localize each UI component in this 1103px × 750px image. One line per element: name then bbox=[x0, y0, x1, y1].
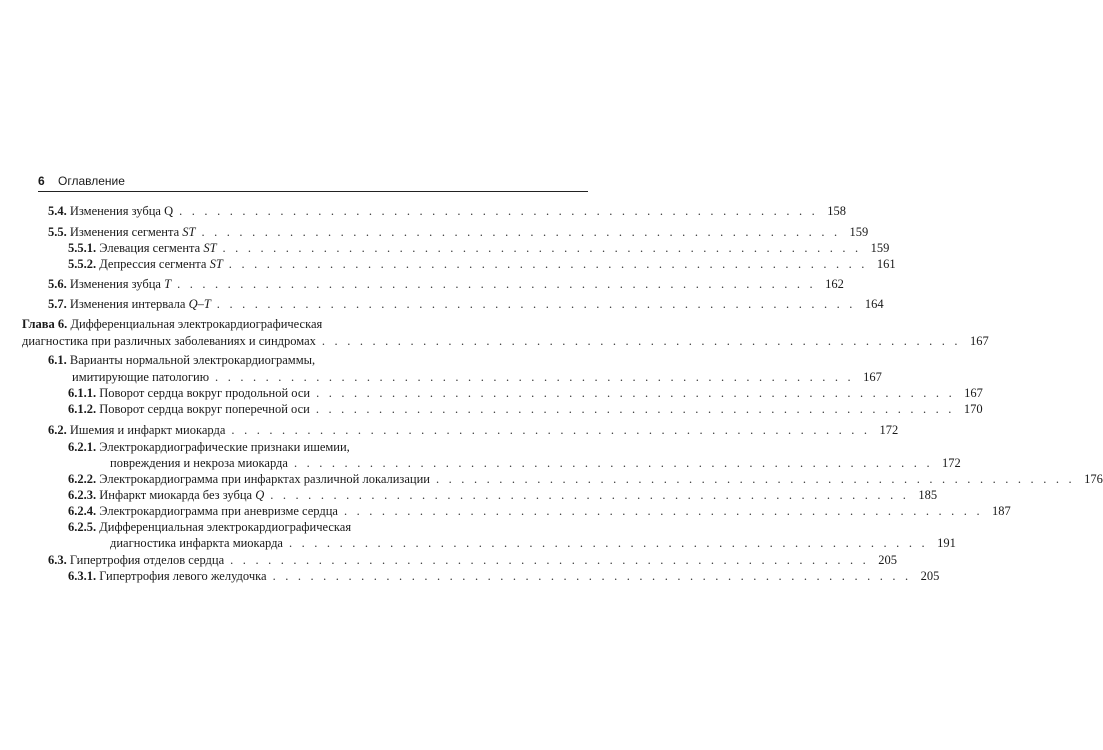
toc-entry-6-2-1: повреждения и некроза миокарда . . . . . . . . . . . . . . . . . . . . . . . . . . . . . . . . . . . . . . . . . . . . . . . . . . . 172 bbox=[110, 456, 961, 470]
dot-leader: . . . . . . . . . . . . . . . . . . . . . . . . . . . . . . . . . . . . . . . . . . . . . . . . . . . bbox=[222, 241, 862, 255]
toc-entry-6-2: 6.2. Ишемия и инфаркт миокарда . . . . . . . . . . . . . . . . . . . . . . . . . . . . . . . . . . . . . . . . . . . . . . . . . . . 172 bbox=[48, 423, 899, 437]
toc-entry-6-2-3: 6.2.3. Инфаркт миокарда без зубца Q . . . . . . . . . . . . . . . . . . . . . . . . . . . . . . . . . . . . . . . . . . . . . . . . . . . 185 bbox=[68, 488, 938, 502]
toc-entry-6-3-1: 6.3.1. Гипертрофия левого желудочка . . . . . . . . . . . . . . . . . . . . . . . . . . . . . . . . . . . . . . . . . . . . . . . . . . . 205 bbox=[68, 569, 940, 583]
dot-leader: . . . . . . . . . . . . . . . . . . . . . . . . . . . . . . . . . . . . . . . . . . . . . . . . . . . bbox=[315, 402, 955, 416]
toc-entry-5-6: 5.6. Изменения зубца T . . . . . . . . . . . . . . . . . . . . . . . . . . . . . . . . . . . . . . . . . . . . . . . . . . . 162 bbox=[48, 277, 844, 291]
page-ref: 205 bbox=[878, 553, 897, 567]
dot-leader: . . . . . . . . . . . . . . . . . . . . . . . . . . . . . . . . . . . . . . . . . . . . . . . . . . . bbox=[215, 370, 854, 384]
toc-entry-6-2-5: диагностика инфаркта миокарда . . . . . . . . . . . . . . . . . . . . . . . . . . . . . . . . . . . . . . . . . . . . . . . . . . . 191 bbox=[110, 536, 956, 550]
page-ref: 170 bbox=[963, 402, 983, 416]
toc-entry-6-2-5-line1: 6.2.5. Дифференциальная электрокардиографическая bbox=[68, 520, 352, 534]
page-ref: 172 bbox=[879, 423, 899, 437]
dot-leader: . . . . . . . . . . . . . . . . . . . . . . . . . . . . . . . . . . . . . . . . . . . . . . . . . . . bbox=[270, 488, 910, 502]
toc-entry-6-3: 6.3. Гипертрофия отделов сердца . . . . . . . . . . . . . . . . . . . . . . . . . . . . . . . . . . . . . . . . . . . . . . . . . . . 205 bbox=[48, 553, 897, 567]
dot-leader: . . . . . . . . . . . . . . . . . . . . . . . . . . . . . . . . . . . . . . . . . . . . . . . . . . . bbox=[230, 553, 869, 567]
dot-leader: . . . . . . . . . . . . . . . . . . . . . . . . . . . . . . . . . . . . . . . . . . . . . . . . . . . bbox=[231, 423, 871, 437]
toc-entry-5-7: 5.7. Изменения интервала Q–T . . . . . . . . . . . . . . . . . . . . . . . . . . . . . . . . . . . . . . . . . . . . . . . . . . . 164 bbox=[48, 297, 884, 311]
toc-entry-6-2-4: 6.2.4. Электрокардиограмма при аневризме сердца . . . . . . . . . . . . . . . . . . . . . . . . . . . . . . . . . . . . . . . . . . . . . . . . . . . 187 bbox=[68, 504, 1011, 518]
toc-entry-5-5-1: 5.5.1. Элевация сегмента ST . . . . . . . . . . . . . . . . . . . . . . . . . . . . . . . . . . . . . . . . . . . . . . . . . . . 159 bbox=[68, 241, 890, 255]
dot-leader: . . . . . . . . . . . . . . . . . . . . . . . . . . . . . . . . . . . . . . . . . . . . . . . . . . . bbox=[216, 297, 856, 311]
toc-entry-6-2-2: 6.2.2. Электрокардиограмма при инфарктах различной локализации . . . . . . . . . . . . . . . . . . . . . . . . . . . . . . . . . . . . . . . . . . . . . . . . . . . 176 bbox=[68, 472, 1103, 486]
dot-leader: . . . . . . . . . . . . . . . . . . . . . . . . . . . . . . . . . . . . . . . . . . . . . . . . . . . bbox=[288, 536, 928, 550]
page-header bbox=[38, 174, 588, 192]
dot-leader: . . . . . . . . . . . . . . . . . . . . . . . . . . . . . . . . . . . . . . . . . . . . . . . . . . . bbox=[321, 334, 961, 348]
toc-entry-chapter-6: диагностика при различных заболеваниях и синдромах . . . . . . . . . . . . . . . . . . . . . . . . . . . . . . . . . . . . . . . . . . . . . . . . . . . 167 bbox=[22, 334, 989, 348]
page-ref: 158 bbox=[827, 204, 846, 218]
toc-entry-5-5: 5.5. Изменения сегмента ST . . . . . . . . . . . . . . . . . . . . . . . . . . . . . . . . . . . . . . . . . . . . . . . . . . . 159 bbox=[48, 225, 869, 239]
page-ref: 187 bbox=[992, 504, 1011, 518]
dot-leader: . . . . . . . . . . . . . . . . . . . . . . . . . . . . . . . . . . . . . . . . . . . . . . . . . . . bbox=[316, 386, 955, 400]
toc-entry-5-5-2: 5.5.2. Депрессия сегмента ST . . . . . . . . . . . . . . . . . . . . . . . . . . . . . . . . . . . . . . . . . . . . . . . . . . . 161 bbox=[68, 257, 896, 271]
dot-leader: . . . . . . . . . . . . . . . . . . . . . . . . . . . . . . . . . . . . . . . . . . . . . . . . . . . bbox=[293, 456, 933, 470]
toc-entry-6-2-1-line1: 6.2.1. Электрокардиографические признаки ишемии, bbox=[68, 440, 350, 454]
page-ref: 167 bbox=[969, 334, 989, 348]
toc-entry-6-1-line1: 6.1. Варианты нормальной электрокардиограммы, bbox=[48, 353, 316, 367]
dot-leader: . . . . . . . . . . . . . . . . . . . . . . . . . . . . . . . . . . . . . . . . . . . . . . . . . . . bbox=[272, 569, 912, 583]
toc-entry-6-1-2: 6.1.2. Поворот сердца вокруг поперечной оси . . . . . . . . . . . . . . . . . . . . . . . . . . . . . . . . . . . . . . . . . . . . . . . . . . . 170 bbox=[68, 402, 983, 416]
dot-leader: . . . . . . . . . . . . . . . . . . . . . . . . . . . . . . . . . . . . . . . . . . . . . . . . . . . bbox=[201, 225, 841, 239]
page-number: 6 bbox=[38, 174, 45, 188]
page-ref: 185 bbox=[918, 488, 938, 502]
page-ref: 162 bbox=[825, 277, 844, 291]
toc-entry-chapter-6-line1: Глава 6. Дифференциальная электрокардиографическая bbox=[22, 317, 323, 331]
dot-leader: . . . . . . . . . . . . . . . . . . . . . . . . . . . . . . . . . . . . . . . . . . . . . . . . . . . bbox=[343, 504, 983, 518]
page-ref: 167 bbox=[863, 370, 882, 384]
page-ref: 172 bbox=[942, 456, 961, 470]
dot-leader: . . . . . . . . . . . . . . . . . . . . . . . . . . . . . . . . . . . . . . . . . . . . . . . . . . . bbox=[179, 204, 818, 218]
toc-entry-6-1: имитирующие патологию . . . . . . . . . . . . . . . . . . . . . . . . . . . . . . . . . . . . . . . . . . . . . . . . . . . 167 bbox=[72, 370, 882, 384]
page-ref: 159 bbox=[849, 225, 869, 239]
page-ref: 164 bbox=[864, 297, 884, 311]
page-ref: 191 bbox=[937, 536, 956, 550]
page-ref: 205 bbox=[920, 569, 940, 583]
running-title: Оглавление bbox=[58, 174, 125, 188]
dot-leader: . . . . . . . . . . . . . . . . . . . . . . . . . . . . . . . . . . . . . . . . . . . . . . . . . . . bbox=[177, 277, 816, 291]
toc-entry-5-4: 5.4. Изменения зубца Q . . . . . . . . . . . . . . . . . . . . . . . . . . . . . . . . . . . . . . . . . . . . . . . . . . . 158 bbox=[48, 204, 846, 218]
dot-leader: . . . . . . . . . . . . . . . . . . . . . . . . . . . . . . . . . . . . . . . . . . . . . . . . . . . bbox=[228, 257, 868, 271]
dot-leader: . . . . . . . . . . . . . . . . . . . . . . . . . . . . . . . . . . . . . . . . . . . . . . . . . . . bbox=[436, 472, 1075, 486]
page-ref: 176 bbox=[1084, 472, 1103, 486]
toc-entry-6-1-1: 6.1.1. Поворот сердца вокруг продольной оси . . . . . . . . . . . . . . . . . . . . . . . . . . . . . . . . . . . . . . . . . . . . . . . . . . . 167 bbox=[68, 386, 983, 400]
page-ref: 159 bbox=[870, 241, 890, 255]
page-ref: 161 bbox=[876, 257, 896, 271]
page-ref: 167 bbox=[964, 386, 983, 400]
